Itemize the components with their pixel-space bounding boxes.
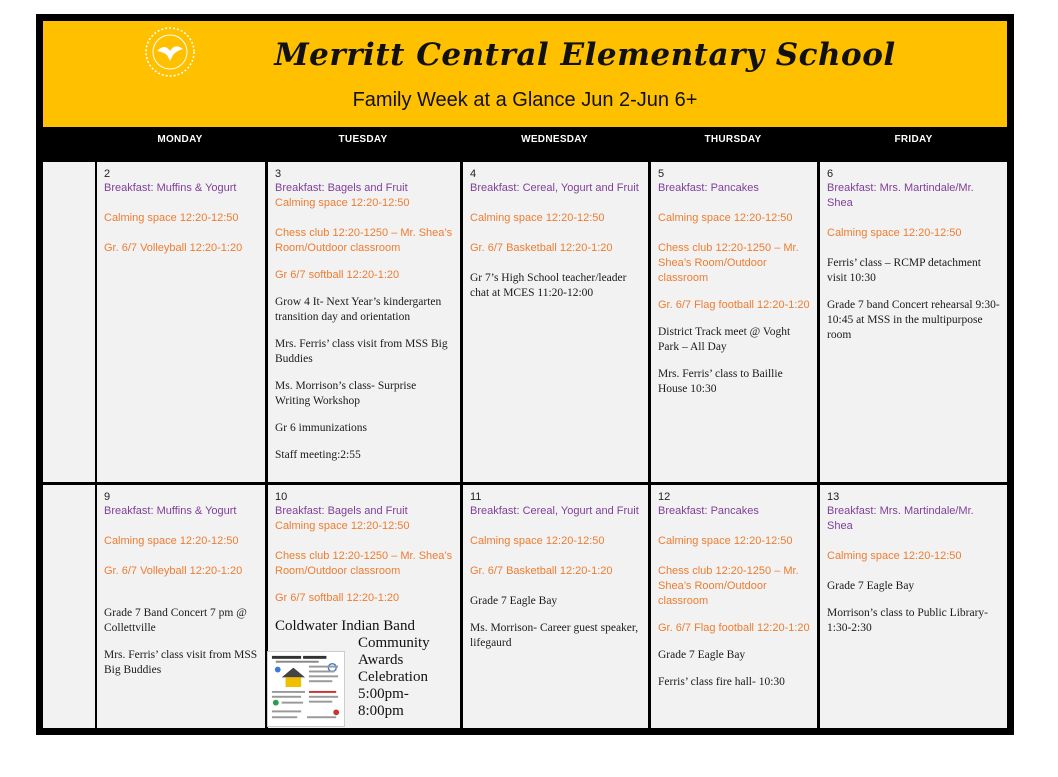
event-text: Ms. Morrison- Career guest speaker, lifegaurd bbox=[470, 622, 639, 649]
event-text: Staff meeting:2:55 bbox=[275, 449, 361, 461]
event-text: Mrs. Ferris’ class to Baillie House 10:30 bbox=[658, 368, 783, 395]
calming-text: Calming space 12:20-12:50 bbox=[827, 227, 962, 239]
day-cell-9 bbox=[97, 485, 265, 728]
calming-text: Calming space 12:20-12:50 bbox=[104, 212, 239, 224]
event-text: Mrs. Ferris’ class visit from MSS Big Buddies bbox=[104, 649, 258, 676]
event-text: District Track meet @ Voght Park – All Day bbox=[658, 326, 791, 353]
day-number: 11 bbox=[470, 491, 482, 503]
celebration-text: Celebration bbox=[358, 669, 428, 685]
calming-text: Calming space 12:20-12:50 bbox=[104, 535, 239, 547]
day-number: 6 bbox=[827, 168, 834, 180]
day-number: 4 bbox=[470, 168, 477, 180]
day-cell-2 bbox=[97, 162, 265, 482]
event-text: Grade 7 Eagle Bay bbox=[470, 595, 558, 607]
breakfast-text: Breakfast: Bagels and Fruit bbox=[275, 505, 408, 517]
calming-text: Calming space 12:20-12:50 bbox=[470, 212, 605, 224]
chess-text: Chess club 12:20-1250 – Mr. Shea’s Room/Outdoor classroom bbox=[275, 550, 453, 577]
event-text: Grade 7 band Concert rehearsal 9:30-10:45 at MSS in the multipurpose room bbox=[827, 299, 1000, 341]
day-number: 10 bbox=[275, 491, 288, 503]
day-number: 3 bbox=[275, 168, 282, 180]
school-title: Merritt Central Elementary School bbox=[274, 37, 896, 73]
day-number: 9 bbox=[104, 491, 111, 503]
chess-text: Chess club 12:20-1250 – Mr. Shea’s Room/Outdoor classroom bbox=[275, 227, 453, 254]
day-cell-4 bbox=[463, 162, 648, 482]
day-header-wednesday: WEDNESDAY bbox=[521, 134, 588, 145]
day-cell-13 bbox=[820, 485, 1007, 728]
celebration-title: Coldwater Indian Band bbox=[275, 618, 415, 634]
calming-text: Calming space 12:20-12:50 bbox=[275, 520, 410, 532]
event-text: Grade 7 Eagle Bay bbox=[658, 649, 746, 661]
event-text: Grow 4 It- Next Year’s kindergarten transition day and orientation bbox=[275, 296, 442, 323]
celebration-time: 8:00pm bbox=[358, 703, 404, 719]
sport-text: Gr. 6/7 Basketball 12:20-1:20 bbox=[470, 242, 613, 254]
day-cell-5 bbox=[651, 162, 817, 482]
week-spacer bbox=[43, 162, 95, 482]
event-text: Ferris’ class fire hall- 10:30 bbox=[658, 676, 785, 688]
sport-text: Gr. 6/7 Basketball 12:20-1:20 bbox=[470, 565, 613, 577]
breakfast-text: Breakfast: Pancakes bbox=[658, 505, 759, 517]
calming-text: Calming space 12:20-12:50 bbox=[658, 212, 793, 224]
day-number: 2 bbox=[104, 168, 111, 180]
day-header-monday: MONDAY bbox=[157, 134, 203, 145]
breakfast-text: Breakfast: Muffins & Yogurt bbox=[104, 505, 237, 517]
calming-text: Calming space 12:20-12:50 bbox=[470, 535, 605, 547]
day-cell-11 bbox=[463, 485, 648, 728]
breakfast-text: Breakfast: Pancakes bbox=[658, 182, 759, 194]
breakfast-text: Breakfast: Muffins & Yogurt bbox=[104, 182, 237, 194]
calming-text: Calming space 12:20-12:50 bbox=[827, 550, 962, 562]
day-number: 13 bbox=[827, 491, 840, 503]
breakfast-text: Breakfast: Mrs. Martindale/Mr. Shea bbox=[827, 505, 974, 532]
day-header-thursday: THURSDAY bbox=[704, 134, 762, 145]
event-text: Mrs. Ferris’ class visit from MSS Big Buddies bbox=[275, 338, 448, 365]
chess-text: Chess club 12:20-1250 – Mr. Shea’s Room/Outdoor classroom bbox=[658, 565, 799, 607]
event-text: Morrison’s class to Public Library- 1:30-2:30 bbox=[827, 607, 988, 634]
celebration-time: 5:00pm- bbox=[358, 686, 409, 702]
sport-text: Gr. 6/7 Volleyball 12:20-1:20 bbox=[104, 242, 243, 254]
event-text: Grade 7 Eagle Bay bbox=[827, 580, 915, 592]
calming-text: Calming space 12:20-12:50 bbox=[275, 197, 410, 209]
sport-text: Gr. 6/7 Flag football 12:20-1:20 bbox=[658, 622, 810, 634]
day-cell-6 bbox=[820, 162, 1007, 482]
chess-text: Chess club 12:20-1250 – Mr. Shea’s Room/Outdoor classroom bbox=[658, 242, 799, 284]
event-flyer-image bbox=[267, 651, 345, 727]
week-spacer bbox=[43, 485, 95, 728]
breakfast-text: Breakfast: Mrs. Martindale/Mr. Shea bbox=[827, 182, 974, 209]
sport-text: Gr. 6/7 Volleyball 12:20-1:20 bbox=[104, 565, 243, 577]
event-text: Gr 6 immunizations bbox=[275, 422, 367, 434]
event-text: Ferris’ class – RCMP detachment visit 10:30 bbox=[827, 257, 981, 284]
sport-text: Gr 6/7 softball 12:20-1:20 bbox=[275, 592, 400, 604]
day-header-friday: FRIDAY bbox=[894, 134, 933, 145]
day-number: 5 bbox=[658, 168, 665, 180]
breakfast-text: Breakfast: Cereal, Yogurt and Fruit bbox=[470, 182, 639, 194]
calming-text: Calming space 12:20-12:50 bbox=[658, 535, 793, 547]
header-banner bbox=[43, 21, 1007, 127]
event-text: Ms. Morrison’s class- Surprise Writing Workshop bbox=[275, 380, 417, 407]
day-cell-3 bbox=[268, 162, 460, 482]
day-cell-12 bbox=[651, 485, 817, 728]
sport-text: Gr. 6/7 Flag football 12:20-1:20 bbox=[658, 299, 810, 311]
celebration-text: Awards bbox=[358, 652, 404, 668]
sport-text: Gr 6/7 softball 12:20-1:20 bbox=[275, 269, 400, 281]
breakfast-text: Breakfast: Bagels and Fruit bbox=[275, 182, 408, 194]
event-text: Grade 7 Band Concert 7 pm @ Collettville bbox=[104, 607, 247, 634]
breakfast-text: Breakfast: Cereal, Yogurt and Fruit bbox=[470, 505, 639, 517]
week-title: Family Week at a Glance Jun 2-Jun 6+ bbox=[352, 89, 698, 111]
day-number: 12 bbox=[658, 491, 671, 503]
event-text: Gr 7’s High School teacher/leader chat at MCES 11:20-12:00 bbox=[470, 272, 627, 299]
day-header-tuesday: TUESDAY bbox=[338, 134, 388, 145]
celebration-text: Community bbox=[358, 635, 430, 651]
